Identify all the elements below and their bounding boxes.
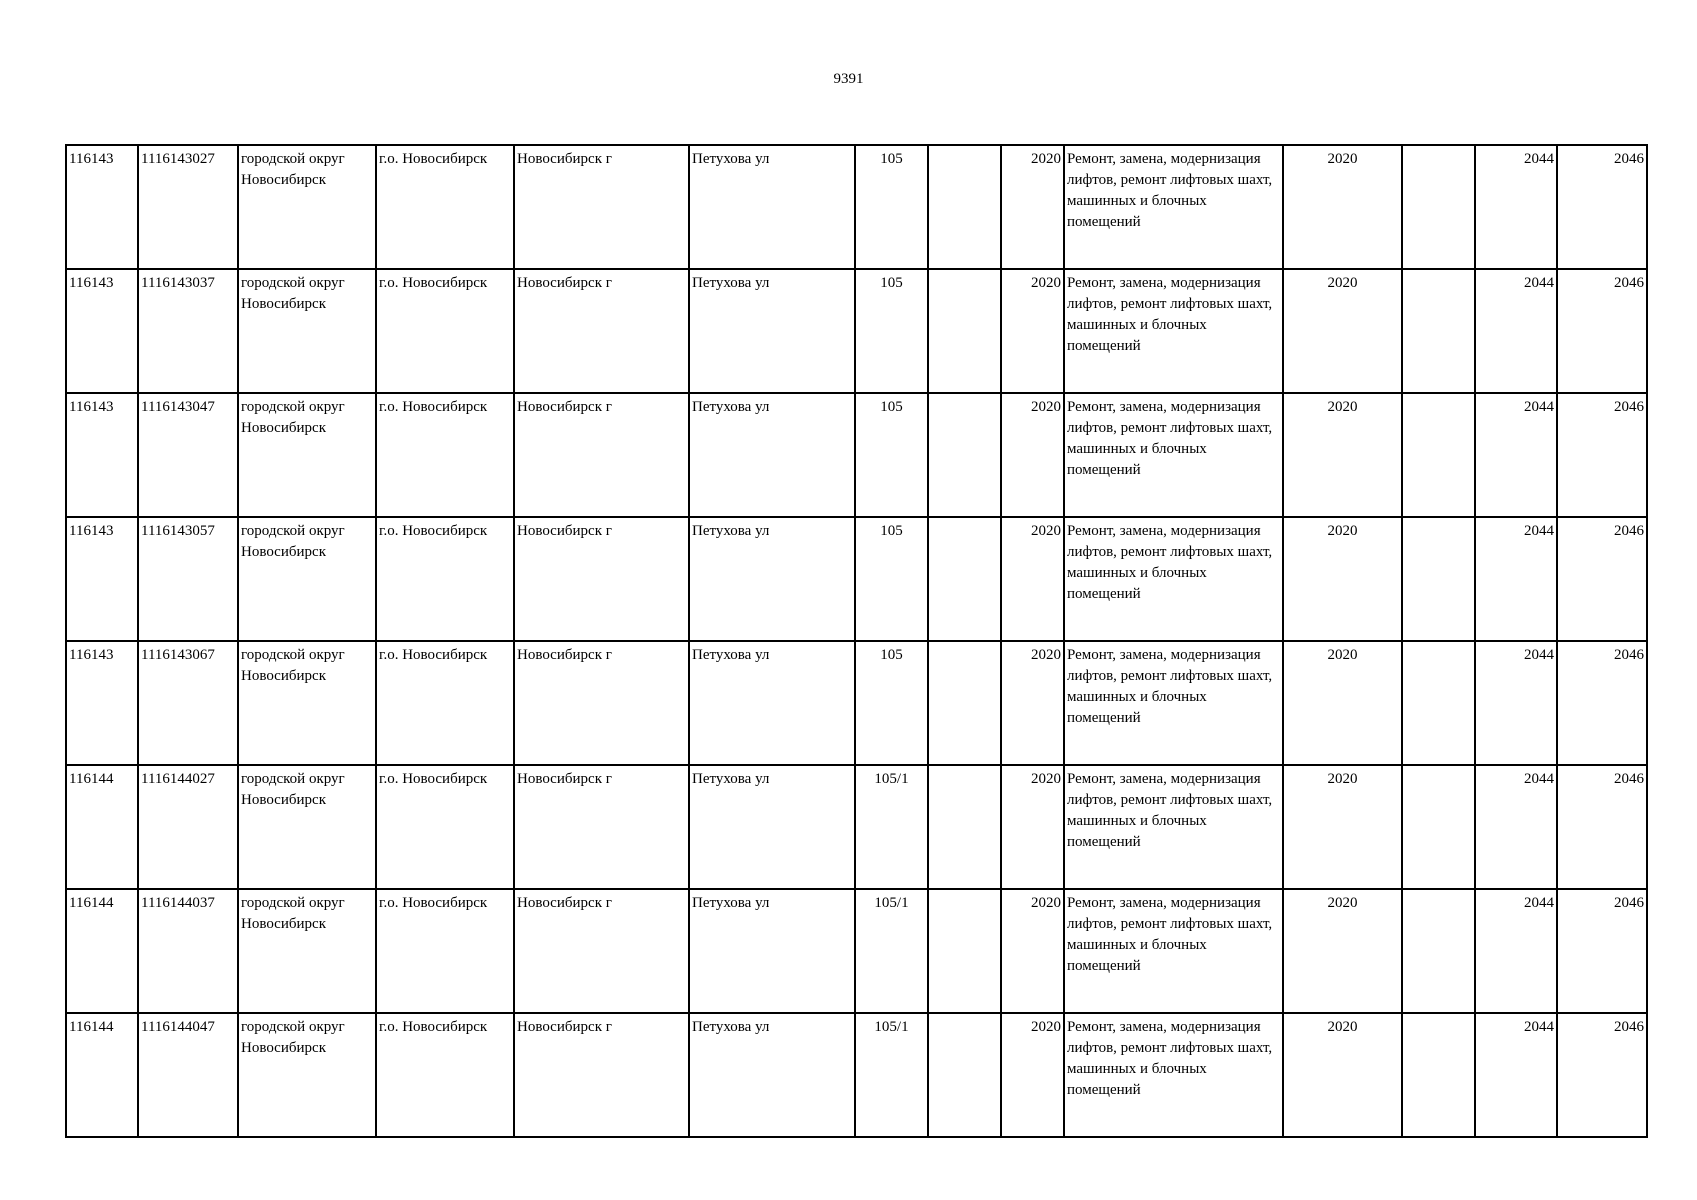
table-row xyxy=(66,1013,1647,1137)
cell-street: Петухова ул xyxy=(689,145,855,269)
cell-house-number: 105 xyxy=(855,517,928,641)
cell-work-type: Ремонт, замена, модернизация лифтов, ремонт лифтовых шахт, машинных и блочных помещений xyxy=(1064,517,1283,641)
cell-year: 2020 xyxy=(1001,145,1064,269)
cell-street: Петухова ул xyxy=(689,517,855,641)
cell-municipality: городской округ Новосибирск xyxy=(238,393,376,517)
cell-district: г.о. Новосибирск xyxy=(376,517,514,641)
cell-planned-year: 2020 xyxy=(1283,145,1402,269)
cell-district: г.о. Новосибирск xyxy=(376,393,514,517)
cell-empty-b xyxy=(1402,517,1475,641)
cell-work-type: Ремонт, замена, модернизация лифтов, ремонт лифтовых шахт, машинных и блочных помещений xyxy=(1064,393,1283,517)
cell-work-type: Ремонт, замена, модернизация лифтов, ремонт лифтовых шахт, машинных и блочных помещений xyxy=(1064,1013,1283,1137)
cell-street: Петухова ул xyxy=(689,1013,855,1137)
table-row xyxy=(66,765,1647,889)
table-row xyxy=(66,393,1647,517)
cell-empty-a xyxy=(928,889,1001,1013)
cell-year-next: 2044 xyxy=(1475,269,1557,393)
cell-planned-year: 2020 xyxy=(1283,517,1402,641)
cell-municipality: городской округ Новосибирск xyxy=(238,517,376,641)
cell-district: г.о. Новосибирск xyxy=(376,889,514,1013)
cell-district: г.о. Новосибирск xyxy=(376,1013,514,1137)
cell-year-next: 2044 xyxy=(1475,889,1557,1013)
cell-locality: Новосибирск г xyxy=(514,641,689,765)
cell-year: 2020 xyxy=(1001,1013,1064,1137)
cell-id: 116144 xyxy=(66,889,138,1013)
cell-street: Петухова ул xyxy=(689,269,855,393)
cell-locality: Новосибирск г xyxy=(514,393,689,517)
table-row xyxy=(66,517,1647,641)
cell-id: 116144 xyxy=(66,1013,138,1137)
cell-work-type: Ремонт, замена, модернизация лифтов, ремонт лифтовых шахт, машинных и блочных помещений xyxy=(1064,145,1283,269)
cell-work-type: Ремонт, замена, модернизация лифтов, ремонт лифтовых шахт, машинных и блочных помещений xyxy=(1064,641,1283,765)
cell-year-last: 2046 xyxy=(1557,889,1647,1013)
cell-year: 2020 xyxy=(1001,889,1064,1013)
cell-work-type: Ремонт, замена, модернизация лифтов, ремонт лифтовых шахт, машинных и блочных помещений xyxy=(1064,765,1283,889)
cell-code: 1116144037 xyxy=(138,889,238,1013)
cell-year-next: 2044 xyxy=(1475,765,1557,889)
cell-id: 116143 xyxy=(66,641,138,765)
cell-district: г.о. Новосибирск xyxy=(376,765,514,889)
cell-district: г.о. Новосибирск xyxy=(376,269,514,393)
cell-code: 1116144047 xyxy=(138,1013,238,1137)
cell-id: 116143 xyxy=(66,393,138,517)
cell-municipality: городской округ Новосибирск xyxy=(238,145,376,269)
cell-empty-a xyxy=(928,269,1001,393)
cell-locality: Новосибирск г xyxy=(514,1013,689,1137)
cell-year: 2020 xyxy=(1001,517,1064,641)
cell-house-number: 105 xyxy=(855,269,928,393)
cell-year-next: 2044 xyxy=(1475,393,1557,517)
cell-empty-b xyxy=(1402,889,1475,1013)
cell-municipality: городской округ Новосибирск xyxy=(238,641,376,765)
cell-work-type: Ремонт, замена, модернизация лифтов, ремонт лифтовых шахт, машинных и блочных помещений xyxy=(1064,269,1283,393)
cell-locality: Новосибирск г xyxy=(514,145,689,269)
cell-locality: Новосибирск г xyxy=(514,889,689,1013)
cell-year-next: 2044 xyxy=(1475,517,1557,641)
table-row xyxy=(66,269,1647,393)
cell-empty-a xyxy=(928,393,1001,517)
cell-id: 116143 xyxy=(66,269,138,393)
cell-locality: Новосибирск г xyxy=(514,765,689,889)
cell-code: 1116143037 xyxy=(138,269,238,393)
registry-table xyxy=(65,144,1648,1138)
cell-empty-b xyxy=(1402,145,1475,269)
cell-locality: Новосибирск г xyxy=(514,517,689,641)
table-row xyxy=(66,641,1647,765)
cell-year: 2020 xyxy=(1001,641,1064,765)
cell-empty-b xyxy=(1402,765,1475,889)
cell-year-next: 2044 xyxy=(1475,145,1557,269)
cell-house-number: 105/1 xyxy=(855,1013,928,1137)
cell-empty-a xyxy=(928,1013,1001,1137)
cell-year-last: 2046 xyxy=(1557,1013,1647,1137)
cell-id: 116143 xyxy=(66,517,138,641)
cell-district: г.о. Новосибирск xyxy=(376,641,514,765)
cell-empty-a xyxy=(928,145,1001,269)
cell-code: 1116144027 xyxy=(138,765,238,889)
cell-year-next: 2044 xyxy=(1475,1013,1557,1137)
cell-planned-year: 2020 xyxy=(1283,641,1402,765)
cell-empty-a xyxy=(928,641,1001,765)
cell-municipality: городской округ Новосибирск xyxy=(238,765,376,889)
cell-empty-b xyxy=(1402,641,1475,765)
cell-planned-year: 2020 xyxy=(1283,765,1402,889)
registry-table-body xyxy=(66,145,1647,1137)
cell-code: 1116143057 xyxy=(138,517,238,641)
cell-planned-year: 2020 xyxy=(1283,889,1402,1013)
cell-code: 1116143027 xyxy=(138,145,238,269)
cell-municipality: городской округ Новосибирск xyxy=(238,889,376,1013)
cell-empty-b xyxy=(1402,269,1475,393)
cell-empty-a xyxy=(928,517,1001,641)
cell-planned-year: 2020 xyxy=(1283,1013,1402,1137)
cell-house-number: 105 xyxy=(855,393,928,517)
cell-street: Петухова ул xyxy=(689,393,855,517)
cell-empty-a xyxy=(928,765,1001,889)
cell-id: 116143 xyxy=(66,145,138,269)
cell-planned-year: 2020 xyxy=(1283,269,1402,393)
cell-id: 116144 xyxy=(66,765,138,889)
page-number: 9391 xyxy=(833,71,864,87)
cell-house-number: 105 xyxy=(855,145,928,269)
cell-year-last: 2046 xyxy=(1557,393,1647,517)
cell-year-next: 2044 xyxy=(1475,641,1557,765)
cell-work-type: Ремонт, замена, модернизация лифтов, ремонт лифтовых шахт, машинных и блочных помещений xyxy=(1064,889,1283,1013)
cell-year-last: 2046 xyxy=(1557,517,1647,641)
cell-house-number: 105/1 xyxy=(855,889,928,1013)
cell-house-number: 105/1 xyxy=(855,765,928,889)
cell-street: Петухова ул xyxy=(689,765,855,889)
cell-locality: Новосибирск г xyxy=(514,269,689,393)
cell-year: 2020 xyxy=(1001,269,1064,393)
cell-municipality: городской округ Новосибирск xyxy=(238,269,376,393)
cell-municipality: городской округ Новосибирск xyxy=(238,1013,376,1137)
cell-empty-b xyxy=(1402,1013,1475,1137)
cell-year-last: 2046 xyxy=(1557,269,1647,393)
cell-year-last: 2046 xyxy=(1557,145,1647,269)
cell-street: Петухова ул xyxy=(689,889,855,1013)
cell-year: 2020 xyxy=(1001,393,1064,517)
cell-street: Петухова ул xyxy=(689,641,855,765)
cell-empty-b xyxy=(1402,393,1475,517)
table-row xyxy=(66,145,1647,269)
cell-house-number: 105 xyxy=(855,641,928,765)
cell-year-last: 2046 xyxy=(1557,641,1647,765)
cell-code: 1116143047 xyxy=(138,393,238,517)
cell-planned-year: 2020 xyxy=(1283,393,1402,517)
cell-year: 2020 xyxy=(1001,765,1064,889)
table-row xyxy=(66,889,1647,1013)
cell-code: 1116143067 xyxy=(138,641,238,765)
cell-district: г.о. Новосибирск xyxy=(376,145,514,269)
cell-year-last: 2046 xyxy=(1557,765,1647,889)
